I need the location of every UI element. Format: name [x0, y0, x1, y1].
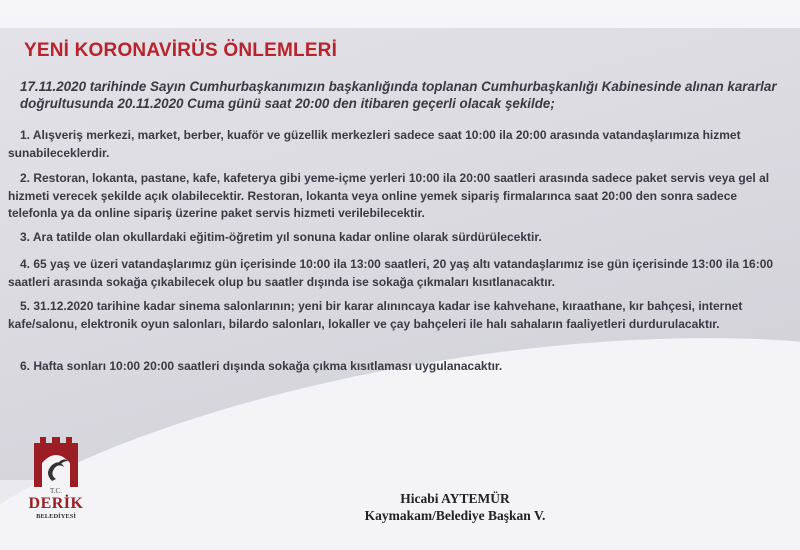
item-text: Alışveriş merkezi, market, berber, kuaför ve güzellik merkezleri sadece saat 10:00 ila 20:00 arasında vatandaşlarımıza hizmet sunabileceklerdir. — [8, 128, 741, 160]
item-number: 4. — [19, 257, 30, 271]
list-item-4 — [8, 256, 778, 291]
logo-tc-text: T.C. — [50, 487, 62, 495]
item-number: 1. — [19, 128, 30, 142]
item-text: 65 yaş ve üzeri vatandaşlarımız gün içerisinde 10:00 ila 13:00 saatleri, 20 yaş altı vatandaşlarımız ise gün içerisinde 13:00 ila 16:00 saatleri arasında sokağa çıkabilecek olup bu saatler dışında ise sokağa çıkmaları kısıtlanacaktır. — [8, 257, 774, 289]
logo-name-text: DERİK — [28, 495, 84, 512]
list-item-2 — [8, 170, 778, 223]
logo-sub-text: BELEDİYESİ — [36, 513, 76, 520]
item-number: 3. — [19, 230, 30, 244]
item-text: Restoran, lokanta, pastane, kafe, kafeterya gibi yeme-içme yerleri 10:00 ila 20:00 saatleri arasında sadece paket servis veya gel al hizmeti verecek şekilde açık olabilecektir. Restoran, lokanta veya online yemek sipariş firmalarınca saat 20:00 den sonra sadece telefonla ya da online sipariş üzerine paket servis hizmeti verilebilecektir. — [8, 171, 770, 220]
item-text: Hafta sonları 10:00 20:00 saatleri dışında sokağa çıkma kısıtlaması uygulanacaktır. — [33, 359, 503, 373]
castle-emblem-icon — [30, 433, 82, 487]
list-item-3 — [8, 229, 778, 247]
intro-paragraph: 17.11.2020 tarihinde Sayın Cumhurbaşkanımızın başkanlığında toplanan Cumhurbaşkanlığı Kabinesinde alınan kararlar doğrultusunda 20.11.2020 Cuma günü saat 20:00 den itibaren geçerli olacak şekilde; — [20, 79, 777, 111]
item-number: 6. — [19, 359, 30, 373]
item-text: Ara tatilde olan okullardaki eğitim-öğretim yıl sonuna kadar online olarak sürdürülecektir. — [32, 230, 542, 244]
list-item-5 — [8, 298, 778, 333]
item-text: 31.12.2020 tarihine kadar sinema salonlarının; yeni bir karar alınıncaya kadar ise kahvehane, kıraathane, kır bahçesi, internet kafe/salonu, elektronik oyun salonları, bilardo salonları, lokaller ve çay bahçeleri ile halı sahaların faaliyetleri durdurulacaktır. — [8, 299, 743, 331]
item-number: 2. — [19, 171, 30, 185]
list-item-1 — [8, 127, 778, 162]
derik-municipality-logo — [30, 433, 82, 525]
signature-block — [330, 490, 580, 524]
signature-role: Kaymakam/Belediye Başkan V. — [364, 508, 546, 523]
item-number: 5. — [19, 299, 30, 313]
page-title: YENİ KORONAVİRÜS ÖNLEMLERİ — [24, 40, 338, 61]
signature-name: Hicabi AYTEMÜR — [400, 491, 510, 506]
list-item-6 — [8, 358, 778, 376]
